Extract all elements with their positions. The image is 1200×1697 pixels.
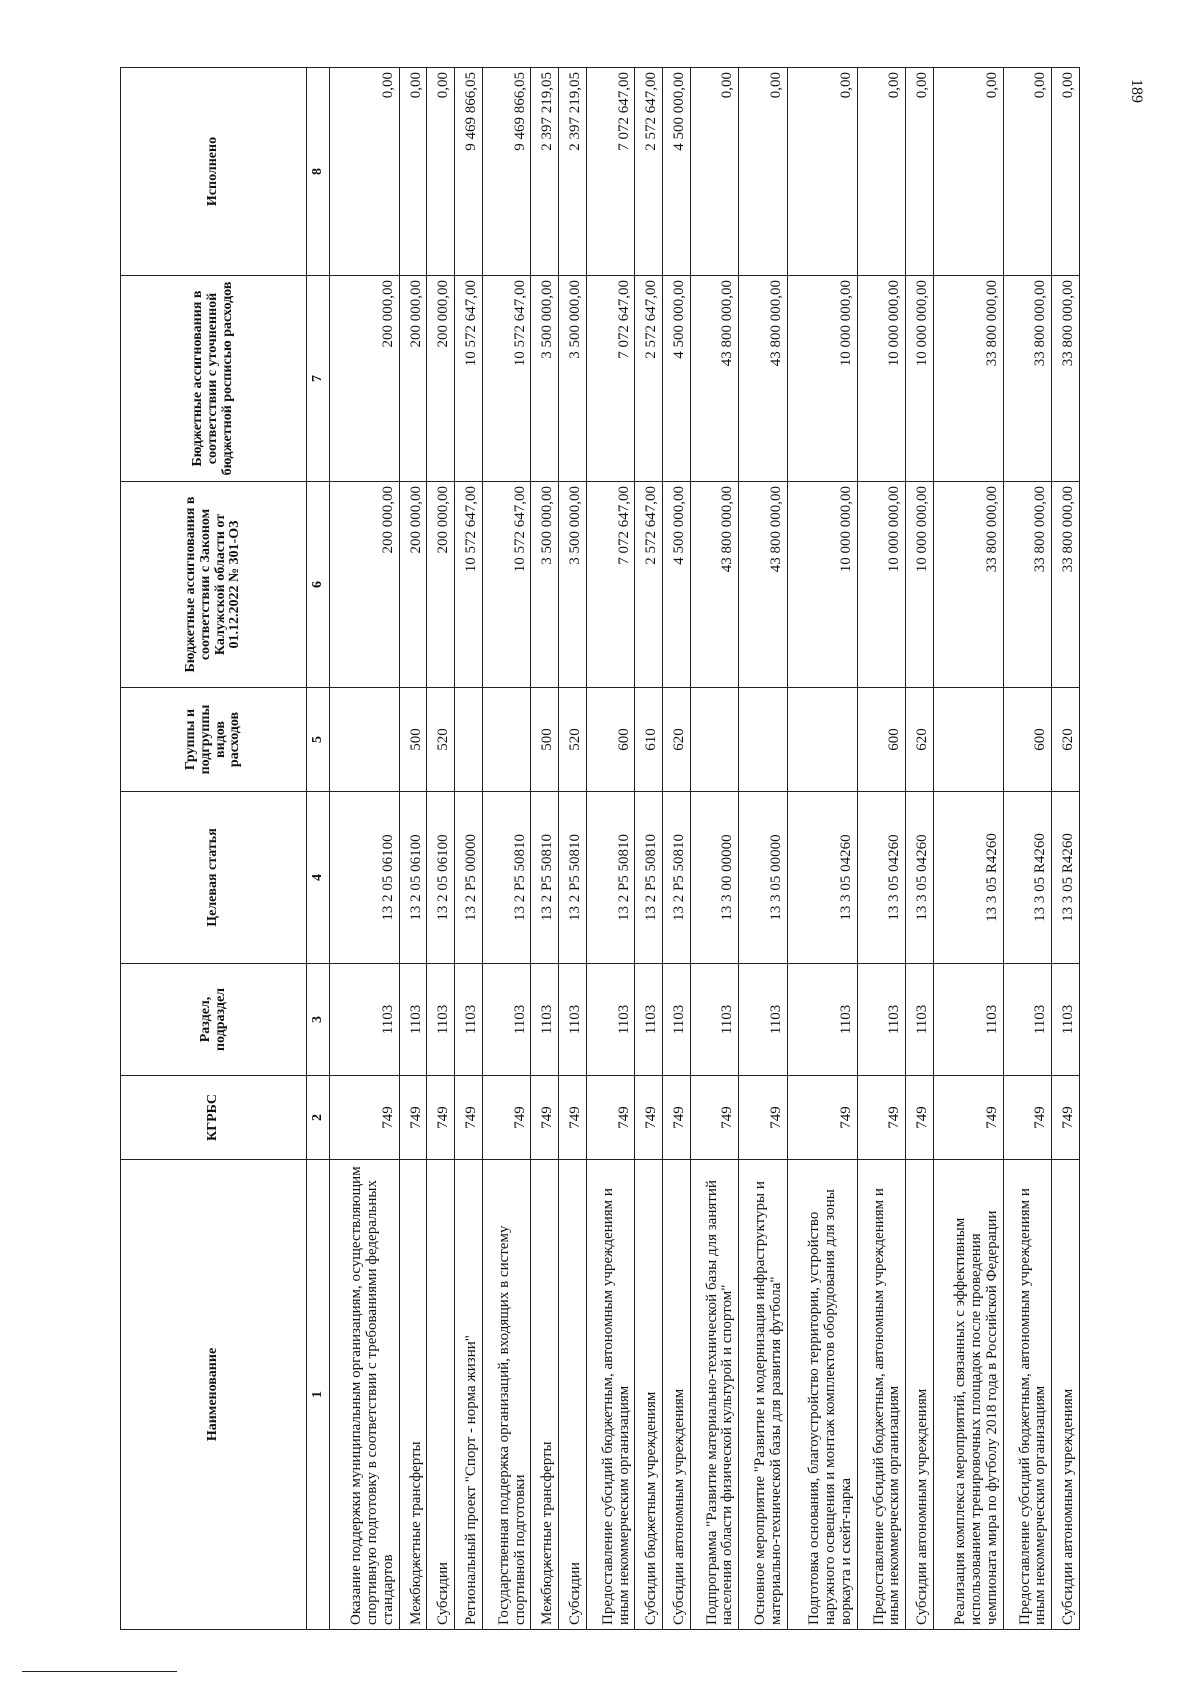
row-group-cell: [454, 688, 482, 792]
row-roster-amount-cell: 33 800 000,00: [1003, 276, 1052, 482]
row-name-cell: Предоставление субсидий бюджетным, автономным учреждениям и иным некоммерческим организациям: [857, 1160, 906, 1630]
table-row: [399, 68, 427, 1630]
row-kgrbs-cell: 749: [558, 1076, 586, 1160]
row-kgrbs-cell: 749: [933, 1076, 1003, 1160]
row-law-amount-cell: 4 500 000,00: [662, 482, 690, 688]
row-name-cell: Предоставление субсидий бюджетным, автономным учреждениям и иным некоммерческим организациям: [1003, 1160, 1052, 1630]
row-group-cell: [690, 688, 739, 792]
row-name-cell: Субсидии: [427, 1160, 455, 1630]
header-row: [121, 68, 307, 1630]
row-law-amount-cell: 3 500 000,00: [558, 482, 586, 688]
header-name: Наименование: [121, 1160, 307, 1630]
row-executed-amount-cell: 0,00: [330, 68, 400, 276]
row-roster-amount-cell: 10 000 000,00: [906, 276, 934, 482]
row-article-cell: 13 2 05 06100: [427, 792, 455, 964]
row-law-amount-cell: 43 800 000,00: [690, 482, 739, 688]
row-executed-amount-cell: 2 397 219,05: [558, 68, 586, 276]
row-group-cell: 500: [399, 688, 427, 792]
header-target-article: Целевая статья: [121, 792, 307, 964]
table-row: [427, 68, 455, 1630]
row-name-cell: Межбюджетные трансферты: [531, 1160, 559, 1630]
row-group-cell: 520: [427, 688, 455, 792]
row-section-cell: 1103: [906, 964, 934, 1076]
table-row: [906, 68, 934, 1630]
column-number-row: [307, 68, 330, 1630]
row-roster-amount-cell: 43 800 000,00: [690, 276, 739, 482]
row-section-cell: 1103: [739, 964, 788, 1076]
row-law-amount-cell: 10 000 000,00: [906, 482, 934, 688]
row-kgrbs-cell: 749: [454, 1076, 482, 1160]
row-group-cell: [933, 688, 1003, 792]
row-name-cell: Межбюджетные трансферты: [399, 1160, 427, 1630]
row-kgrbs-cell: 749: [482, 1076, 531, 1160]
row-executed-amount-cell: 0,00: [906, 68, 934, 276]
row-section-cell: 1103: [635, 964, 663, 1076]
row-roster-amount-cell: 3 500 000,00: [558, 276, 586, 482]
row-law-amount-cell: 200 000,00: [427, 482, 455, 688]
table-row: [739, 68, 788, 1630]
row-law-amount-cell: 43 800 000,00: [739, 482, 788, 688]
row-executed-amount-cell: 0,00: [427, 68, 455, 276]
row-section-cell: 1103: [427, 964, 455, 1076]
row-kgrbs-cell: 749: [1003, 1076, 1052, 1160]
row-roster-amount-cell: 10 572 647,00: [454, 276, 482, 482]
row-name-cell: Оказание поддержки муниципальным организациям, осуществляющим спортивную подготовку в соответствии с требованиями федеральных стандартов: [330, 1160, 400, 1630]
row-roster-amount-cell: 200 000,00: [330, 276, 400, 482]
row-section-cell: 1103: [1052, 964, 1080, 1076]
row-name-cell: Субсидии бюджетным учреждениям: [635, 1160, 663, 1630]
column-number: 6: [307, 482, 330, 688]
table-row: [330, 68, 400, 1630]
row-article-cell: 13 2 P5 00000: [454, 792, 482, 964]
row-group-cell: 600: [586, 688, 635, 792]
row-article-cell: 13 3 05 04260: [787, 792, 857, 964]
row-law-amount-cell: 2 572 647,00: [635, 482, 663, 688]
row-kgrbs-cell: 749: [906, 1076, 934, 1160]
row-law-amount-cell: 33 800 000,00: [1052, 482, 1080, 688]
row-executed-amount-cell: 2 572 647,00: [635, 68, 663, 276]
row-article-cell: 13 2 05 06100: [399, 792, 427, 964]
row-section-cell: 1103: [531, 964, 559, 1076]
table-row: [635, 68, 663, 1630]
row-group-cell: 620: [662, 688, 690, 792]
row-kgrbs-cell: 749: [690, 1076, 739, 1160]
row-name-cell: Основное мероприятие "Развитие и модернизация инфраструктуры и материально-технической базы для развития футбола": [739, 1160, 788, 1630]
column-number: 3: [307, 964, 330, 1076]
row-article-cell: 13 3 05 04260: [857, 792, 906, 964]
row-name-cell: Предоставление субсидий бюджетным, автономным учреждениям и иным некоммерческим организациям: [586, 1160, 635, 1630]
row-kgrbs-cell: 749: [427, 1076, 455, 1160]
row-article-cell: 13 3 05 00000: [739, 792, 788, 964]
row-name-cell: Субсидии автономным учреждениям: [906, 1160, 934, 1630]
table-row: [1052, 68, 1080, 1630]
row-kgrbs-cell: 749: [586, 1076, 635, 1160]
row-name-cell: Субсидии автономным учреждениям: [1052, 1160, 1080, 1630]
row-kgrbs-cell: 749: [662, 1076, 690, 1160]
row-roster-amount-cell: 10 000 000,00: [787, 276, 857, 482]
row-group-cell: 600: [1003, 688, 1052, 792]
table-row: [933, 68, 1003, 1630]
row-roster-amount-cell: 2 572 647,00: [635, 276, 663, 482]
row-roster-amount-cell: 33 800 000,00: [1052, 276, 1080, 482]
row-executed-amount-cell: 9 469 866,05: [482, 68, 531, 276]
row-executed-amount-cell: 4 500 000,00: [662, 68, 690, 276]
row-law-amount-cell: 10 572 647,00: [482, 482, 531, 688]
row-kgrbs-cell: 749: [739, 1076, 788, 1160]
column-number: 5: [307, 688, 330, 792]
row-section-cell: 1103: [787, 964, 857, 1076]
row-executed-amount-cell: 0,00: [933, 68, 1003, 276]
row-section-cell: 1103: [330, 964, 400, 1076]
row-group-cell: 520: [558, 688, 586, 792]
row-kgrbs-cell: 749: [1052, 1076, 1080, 1160]
table-row: [690, 68, 739, 1630]
row-roster-amount-cell: 33 800 000,00: [933, 276, 1003, 482]
row-law-amount-cell: 33 800 000,00: [1003, 482, 1052, 688]
row-section-cell: 1103: [454, 964, 482, 1076]
row-group-cell: [482, 688, 531, 792]
row-law-amount-cell: 10 000 000,00: [857, 482, 906, 688]
header-executed: Исполнено: [121, 68, 307, 276]
table-row: [787, 68, 857, 1630]
row-group-cell: 600: [857, 688, 906, 792]
row-executed-amount-cell: 0,00: [690, 68, 739, 276]
row-name-cell: Субсидии автономным учреждениям: [662, 1160, 690, 1630]
row-roster-amount-cell: 3 500 000,00: [531, 276, 559, 482]
row-roster-amount-cell: 200 000,00: [399, 276, 427, 482]
row-article-cell: 13 3 05 04260: [906, 792, 934, 964]
row-law-amount-cell: 33 800 000,00: [933, 482, 1003, 688]
row-executed-amount-cell: 7 072 647,00: [586, 68, 635, 276]
row-law-amount-cell: 7 072 647,00: [586, 482, 635, 688]
row-section-cell: 1103: [1003, 964, 1052, 1076]
footnote-line: [22, 1671, 177, 1672]
row-group-cell: [330, 688, 400, 792]
row-kgrbs-cell: 749: [635, 1076, 663, 1160]
row-group-cell: [739, 688, 788, 792]
row-section-cell: 1103: [558, 964, 586, 1076]
row-law-amount-cell: 200 000,00: [330, 482, 400, 688]
row-executed-amount-cell: 9 469 866,05: [454, 68, 482, 276]
table-row: [662, 68, 690, 1630]
row-law-amount-cell: 10 572 647,00: [454, 482, 482, 688]
table-row: [482, 68, 531, 1630]
row-name-cell: Подготовка основания, благоустройство территории, устройство наружного освещения и монтаж комплектов оборудования для зоны воркаута и скейт-парка: [787, 1160, 857, 1630]
header-kgrbs: КГРБС: [121, 1076, 307, 1160]
row-group-cell: 620: [906, 688, 934, 792]
row-group-cell: 500: [531, 688, 559, 792]
row-law-amount-cell: 3 500 000,00: [531, 482, 559, 688]
row-name-cell: Субсидии: [558, 1160, 586, 1630]
row-section-cell: 1103: [662, 964, 690, 1076]
row-section-cell: 1103: [586, 964, 635, 1076]
row-law-amount-cell: 200 000,00: [399, 482, 427, 688]
row-article-cell: 13 2 P5 50810: [586, 792, 635, 964]
row-executed-amount-cell: 0,00: [1003, 68, 1052, 276]
row-kgrbs-cell: 749: [531, 1076, 559, 1160]
table-row: [1003, 68, 1052, 1630]
row-article-cell: 13 2 P5 50810: [531, 792, 559, 964]
row-roster-amount-cell: 4 500 000,00: [662, 276, 690, 482]
row-law-amount-cell: 10 000 000,00: [787, 482, 857, 688]
row-name-cell: Государственная поддержка организаций, входящих в систему спортивной подготовки: [482, 1160, 531, 1630]
page-number: 189: [1128, 79, 1145, 103]
row-section-cell: 1103: [690, 964, 739, 1076]
row-section-cell: 1103: [399, 964, 427, 1076]
row-name-cell: Региональный проект "Спорт - норма жизни": [454, 1160, 482, 1630]
row-article-cell: 13 2 P5 50810: [662, 792, 690, 964]
row-article-cell: 13 2 P5 50810: [482, 792, 531, 964]
header-law-allocations: Бюджетные ассигнования в соответствии с Законом Калужской области от 01.12.2022 № 301-ОЗ: [121, 482, 307, 688]
column-number: 8: [307, 68, 330, 276]
table-row: [558, 68, 586, 1630]
row-group-cell: [787, 688, 857, 792]
header-expense-group: Группы и подгруппы видов расходов: [121, 688, 307, 792]
row-article-cell: 13 3 05 R4260: [933, 792, 1003, 964]
column-number: 1: [307, 1160, 330, 1630]
table-row: [857, 68, 906, 1630]
row-article-cell: 13 3 05 R4260: [1052, 792, 1080, 964]
column-number: 7: [307, 276, 330, 482]
row-kgrbs-cell: 749: [857, 1076, 906, 1160]
row-kgrbs-cell: 749: [399, 1076, 427, 1160]
row-executed-amount-cell: 0,00: [1052, 68, 1080, 276]
table-body: [330, 68, 1080, 1630]
row-article-cell: 13 2 P5 50810: [635, 792, 663, 964]
row-name-cell: Подпрограмма "Развитие материально-технической базы для занятий населения области физической культурой и спортом": [690, 1160, 739, 1630]
column-number: 2: [307, 1076, 330, 1160]
column-number: 4: [307, 792, 330, 964]
row-article-cell: 13 2 P5 50810: [558, 792, 586, 964]
row-section-cell: 1103: [933, 964, 1003, 1076]
header-section: Раздел, подраздел: [121, 964, 307, 1076]
row-kgrbs-cell: 749: [787, 1076, 857, 1160]
row-roster-amount-cell: 43 800 000,00: [739, 276, 788, 482]
row-article-cell: 13 3 00 00000: [690, 792, 739, 964]
row-roster-amount-cell: 7 072 647,00: [586, 276, 635, 482]
table-row: [586, 68, 635, 1630]
row-executed-amount-cell: 0,00: [787, 68, 857, 276]
row-roster-amount-cell: 10 572 647,00: [482, 276, 531, 482]
header-roster-allocations: Бюджетные ассигнования в соответствии с уточненной бюджетной росписью расходов: [121, 276, 307, 482]
budget-table: [120, 67, 1080, 1630]
row-article-cell: 13 3 05 R4260: [1003, 792, 1052, 964]
row-section-cell: 1103: [482, 964, 531, 1076]
table-row: [454, 68, 482, 1630]
row-roster-amount-cell: 10 000 000,00: [857, 276, 906, 482]
row-group-cell: 620: [1052, 688, 1080, 792]
row-executed-amount-cell: 0,00: [857, 68, 906, 276]
row-section-cell: 1103: [857, 964, 906, 1076]
row-kgrbs-cell: 749: [330, 1076, 400, 1160]
row-executed-amount-cell: 0,00: [739, 68, 788, 276]
row-article-cell: 13 2 05 06100: [330, 792, 400, 964]
row-executed-amount-cell: 0,00: [399, 68, 427, 276]
table-row: [531, 68, 559, 1630]
row-group-cell: 610: [635, 688, 663, 792]
row-name-cell: Реализация комплекса мероприятий, связанных с эффективным использованием тренировочных площадок после проведения чемпионата мира по футболу 2018 года в Российской Федерации: [933, 1160, 1003, 1630]
row-roster-amount-cell: 200 000,00: [427, 276, 455, 482]
row-executed-amount-cell: 2 397 219,05: [531, 68, 559, 276]
